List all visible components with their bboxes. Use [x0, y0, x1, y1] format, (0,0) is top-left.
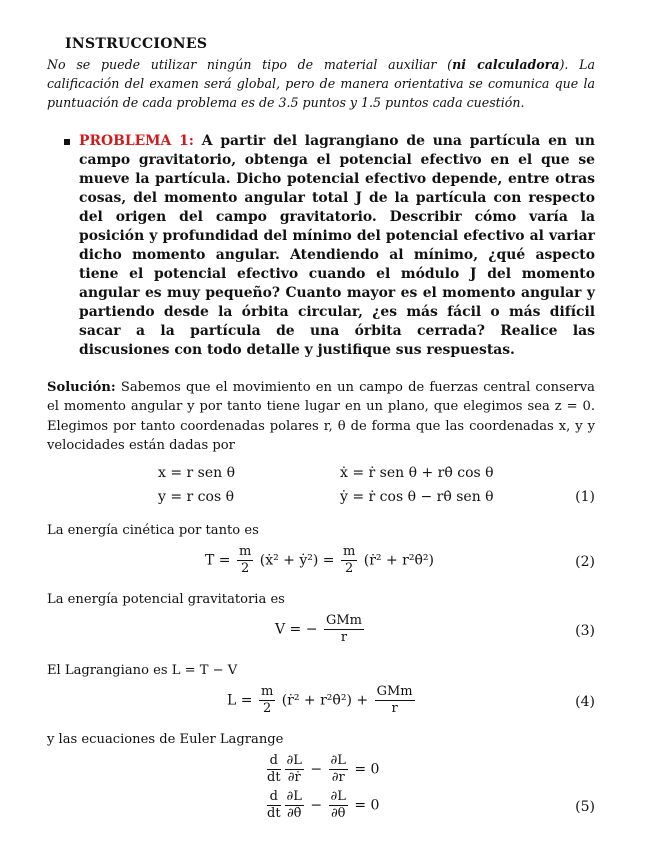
- instructions-text: No se puede utilizar ningún tipo de material auxiliar (ni calculadora). La calificación del examen será global, pero de manera orientativa se comunica que la puntuación de cada problema es de 3.5 puntos y 1.5 puntos cada cuestión.: [47, 57, 595, 110]
- bullet-icon: [64, 139, 70, 145]
- eq3-number: (3): [575, 623, 595, 640]
- exam-page: [47, 36, 595, 829]
- solution-intro: Solución: Sabemos que el movimiento en un campo de fuerzas central conserva el momento angular y por tanto tiene lugar en un plano, que elegimos sea z = 0. Elegimos por tanto coordenadas polares r, θ de forma que las coordenadas x, y y velocidades están dadas por: [47, 380, 595, 453]
- equation-5: $\frac{d}{dt}$ $\frac{\partial L}{\text{∂ṙ}}$ − $\frac{\partial L}{\partial r}$ = 0 $\frac{d}{dt}$ $\frac{\partial L}{\partial\thetȧ}$ − $\frac{\partial L}{\partial\theta}$ = 0 (5): [267, 753, 595, 822]
- equation-3: V = − $\frac{\text{GMm}}{r}$ (3): [275, 613, 595, 646]
- equation-2: T = $\frac{m}{2}$ (ẋ² + ẏ²) = $\frac{m}{2}$ (ṙ² + r²θ̇²) (2): [205, 544, 595, 577]
- eq1-ydot: ẏ = ṙ cos θ − rθ̇ sen θ: [340, 489, 494, 506]
- eq2-frac-2: $\frac{m}{2}$: [342, 544, 356, 577]
- eq2-frac-1: $\frac{m}{2}$: [238, 544, 252, 577]
- eq2-number: (2): [575, 554, 595, 571]
- eq1-x: x = r sen θ: [158, 465, 236, 482]
- kinetic-text: La energía cinética por tanto es: [47, 523, 259, 539]
- eq3-frac: $\frac{\text{GMm}}{r}$: [325, 613, 362, 646]
- eq1-xdot: ẋ = ṙ sen θ + rθ̇ cos θ: [340, 465, 494, 482]
- instructions-title: INSTRUCCIONES: [65, 36, 208, 52]
- problem-1: [47, 132, 595, 360]
- eq4-frac-1: $\frac{m}{2}$: [260, 684, 274, 717]
- problem-text: A partir del lagrangiano de una partícula en un campo gravitatorio, obtenga el potencial efectivo en el que se mueve la partícula. Dicho potencial efectivo depende, entre otras cosas, del momento angular total J de la partícula con respecto del origen del campo gravitatorio. Describir cómo varía la posición y profundidad del mínimo del potencial efectivo al variar dicho momento angular. Atendiendo al mínimo, ¿qué aspecto tiene el potencial efectivo cuando el módulo J del momento angular es muy pequeño? Cuanto mayor es el momento angular y partiendo desde la órbita circular, ¿es más fácil o más difícil sacar a la partícula de una órbita cerrada? Realice las discusiones con todo detalle y justifique sus respuestas.: [79, 133, 596, 358]
- potential-text: La energía potencial gravitatoria es: [47, 592, 285, 608]
- equation-4: L = $\frac{m}{2}$ (ṙ² + r²θ̇²) + $\frac{\text{GMm}}{r}$ (4): [227, 684, 595, 717]
- equation-1: [47, 461, 595, 509]
- problem-label: PROBLEMA 1:: [79, 133, 194, 149]
- solution-label: Solución:: [47, 380, 116, 395]
- lagrangian-text: El Lagrangiano es L = T − V: [47, 663, 238, 679]
- eq4-number: (4): [575, 694, 595, 711]
- eq1-y: y = r cos θ: [158, 489, 235, 506]
- euler-text: y las ecuaciones de Euler Lagrange: [47, 732, 284, 748]
- instructions-bold: ni calculadora: [452, 57, 560, 72]
- eq5-number: (5): [575, 799, 595, 816]
- eq1-number: (1): [575, 489, 595, 506]
- eq4-frac-2: $\frac{\text{GMm}}{r}$: [376, 684, 413, 717]
